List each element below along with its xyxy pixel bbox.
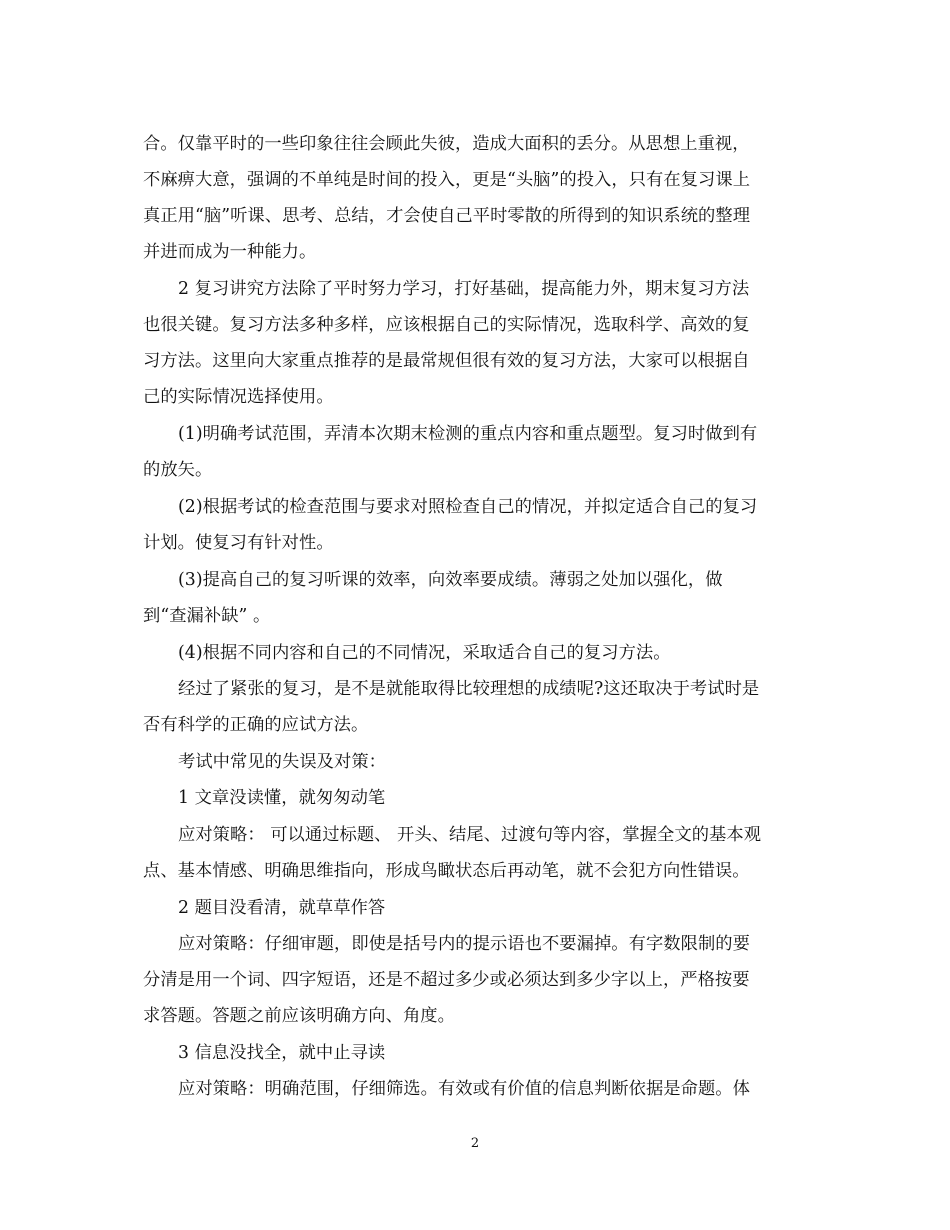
- list-item-2: (2)根据考试的检查范围与要求对照检查自己的情况，并拟定适合自己的复习: [178, 497, 758, 517]
- text-line: 并进而成为一种能力。: [143, 242, 317, 262]
- paragraph-first-line: 2 复习讲究方法除了平时努力学习，打好基础，提高能力外，期末复习方法: [178, 279, 750, 299]
- mistake-heading-3: 3 信息没找全，就中止寻读: [178, 1043, 386, 1063]
- page-number: 2: [470, 1136, 480, 1151]
- text-line: 到“查漏补缺” 。: [143, 606, 271, 626]
- strategy-first-line: 应对策略：仔细审题，即使是括号内的提示语也不要漏掉。有字数限制的要: [178, 934, 750, 954]
- text-line: 求答题。答题之前应该明确方向、角度。: [143, 1006, 455, 1026]
- text-line: 分清是用一个词、四字短语，还是不超过多少或必须达到多少字以上，严格按要: [143, 970, 750, 990]
- strategy-first-line: 应对策略：明确范围，仔细筛选。有效或有价值的信息判断依据是命题。体: [178, 1079, 750, 1099]
- section-heading: 考试中常见的失误及对策：: [178, 752, 386, 772]
- text-line: 不麻痹大意，强调的不单纯是时间的投入，更是“头脑”的投入，只有在复习课上: [143, 170, 751, 190]
- list-item-4: (4)根据不同内容和自己的不同情况，采取适合自己的复习方法。: [178, 643, 671, 663]
- text-line: 计划。使复习有针对性。: [143, 533, 334, 553]
- text-line: 真正用“脑”听课、思考、总结，才会使自己平时零散的所得到的知识系统的整理: [143, 206, 751, 226]
- text-line: 否有科学的正确的应试方法。: [143, 715, 369, 735]
- strategy-first-line: 应对策略： 可以通过标题、 开头、结尾、过渡句等内容，掌握全文的基本观: [178, 825, 762, 845]
- list-item-3: (3)提高自己的复习听课的效率，向效率要成绩。薄弱之处加以强化，做: [178, 570, 723, 590]
- text-line: 点、基本情感、明确思维指向，形成鸟瞰状态后再动笔，就不会犯方向性错误。: [143, 861, 750, 881]
- text-line: 习方法。这里向大家重点推荐的是最常规但很有效的复习方法，大家可以根据自: [143, 351, 750, 371]
- paragraph-first-line: 经过了紧张的复习，是不是就能取得比较理想的成绩呢?这还取决于考试时是: [178, 679, 760, 699]
- list-item-1: (1)明确考试范围，弄清本次期末检测的重点内容和重点题型。复习时做到有: [178, 424, 758, 444]
- text-line: 合。仅靠平时的一些印象往往会顾此失彼，造成大面积的丢分。从思想上重视，: [143, 134, 750, 154]
- text-line: 的放矢。: [143, 460, 213, 480]
- text-line: 也很关键。复习方法多种多样，应该根据自己的实际情况，选取科学、高效的复: [143, 315, 750, 335]
- mistake-heading-1: 1 文章没读懂，就匆匆动笔: [178, 788, 386, 808]
- mistake-heading-2: 2 题目没看清，就草草作答: [178, 898, 386, 918]
- text-line: 己的实际情况选择使用。: [143, 387, 334, 407]
